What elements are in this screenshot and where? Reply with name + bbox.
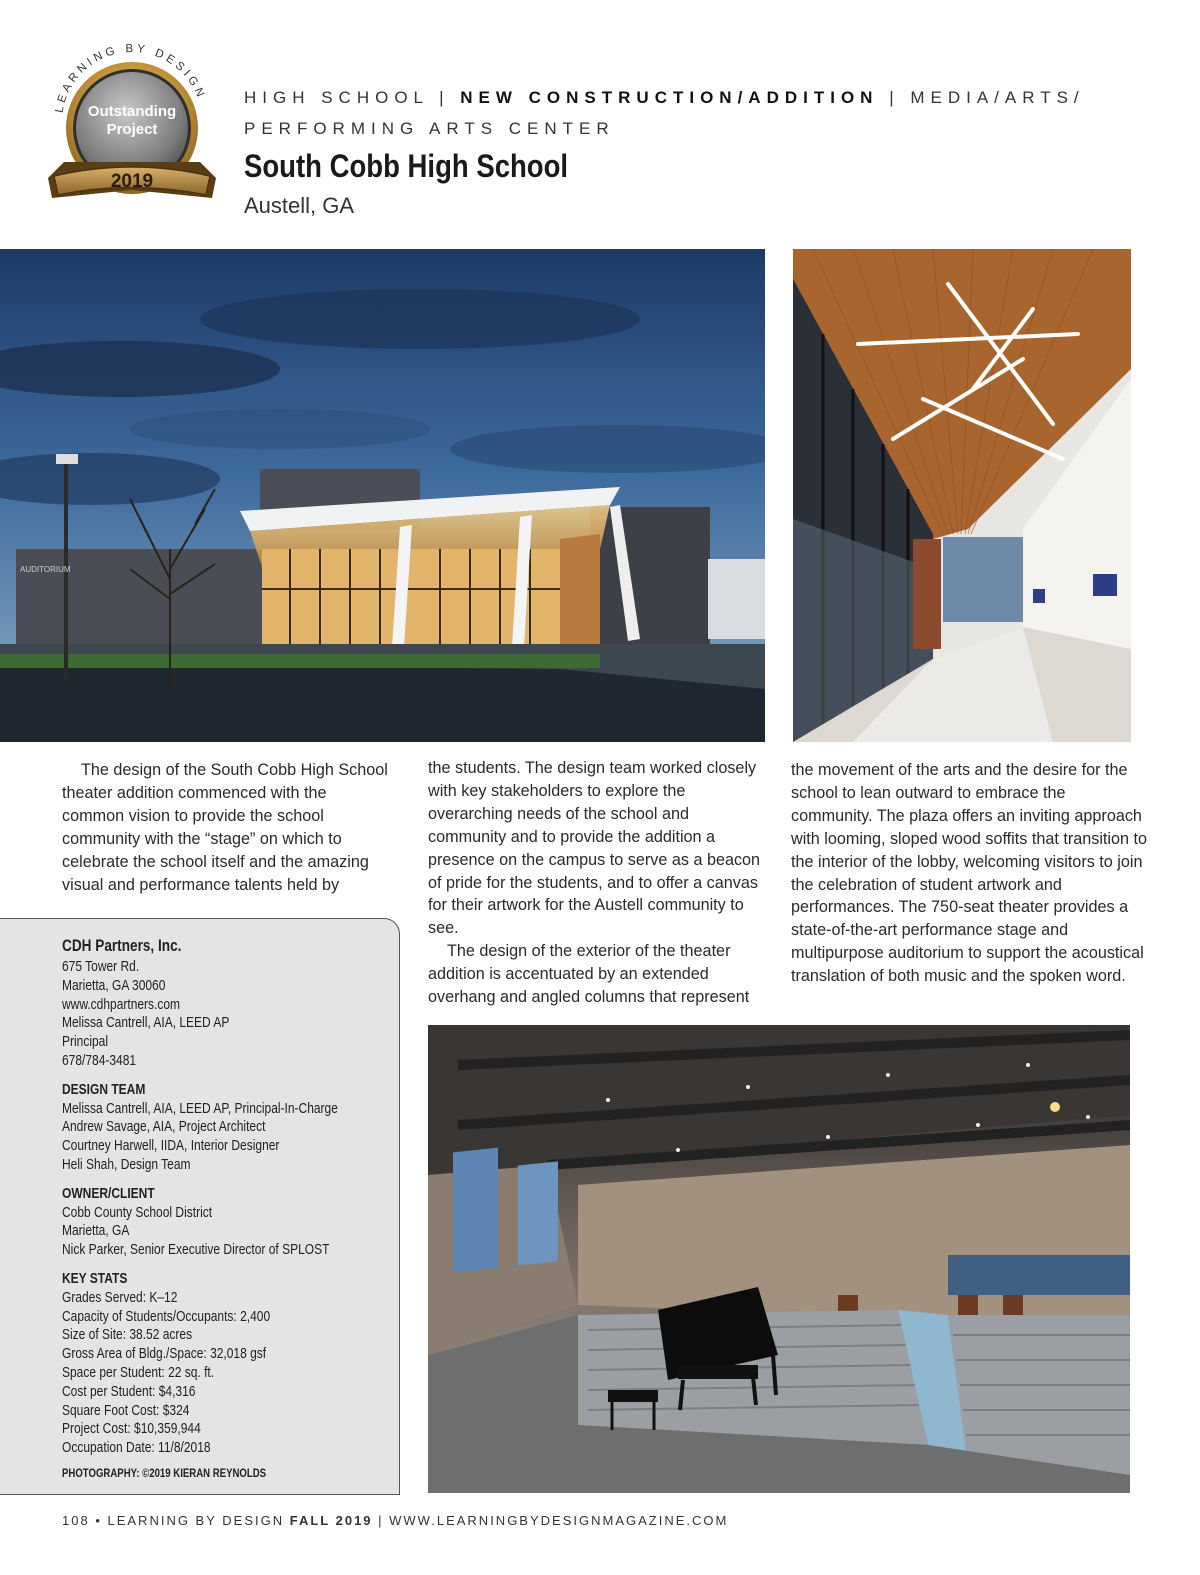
body-paragraph-1: The design of the South Cobb High School theater addition commenced with the common vision to provide the school community with the “stage” on which to celebrate the school itself and the amazing visual and performance talents held by — [62, 761, 388, 894]
body-paragraph-4: the movement of the arts and the desire for the school to lean outward to embrace the community. The plaza offers an inviting approach with looming, sloped wood soffits that transition to the interior of the lobby, welcoming visitors to join the celebration of student artwork and performances. The 750-seat theater provides a state-of-the-art performance stage and multipurpose auditorium to support the acoustical translation of both music and the spoken word. — [791, 761, 1148, 986]
magazine-name: LEARNING BY DESIGN — [107, 1513, 290, 1528]
owner-list — [62, 1204, 398, 1260]
firm-detail-line: www.cdhpartners.com — [62, 995, 181, 1013]
firm-details — [62, 958, 398, 1071]
auditorium-sign: AUDITORIUM — [20, 565, 71, 574]
body-paragraph-3: The design of the exterior of the theater addition is accentuated by an extended overhang and angled columns that represent — [428, 942, 750, 1007]
key-stat-line: Space per Student: 22 sq. ft. — [62, 1363, 215, 1381]
design-team-member: Heli Shah, Design Team — [62, 1155, 191, 1173]
design-team-member: Courtney Harwell, IIDA, Interior Designer — [62, 1137, 280, 1155]
key-stat-line: Size of Site: 38.52 acres — [62, 1326, 193, 1344]
badge-line1: Outstanding — [87, 103, 177, 120]
footer-separator: | — [372, 1513, 390, 1528]
page-footer — [62, 1513, 728, 1528]
location: Austell, GA — [244, 193, 355, 218]
key-stat-line: Capacity of Students/Occupants: 2,400 — [62, 1307, 271, 1325]
owner-line: Marietta, GA — [62, 1222, 130, 1240]
category-line-2: PERFORMING ARTS CENTER — [244, 119, 615, 138]
page-number: 108 — [62, 1513, 90, 1528]
firm-name: CDH Partners, Inc. — [62, 936, 182, 955]
body-paragraph-2: the students. The design team worked closely with key stakeholders to explore the overarching needs of the school and community and to provide the addition a presence on the campus to serve as a beacon of pride for the students, and to offer a canvas for their artwork for the Austell community to see. — [428, 759, 761, 938]
badge-line2: Project — [106, 121, 158, 138]
key-stat-line: Gross Area of Bldg./Space: 32,018 gsf — [62, 1345, 267, 1363]
project-info — [62, 936, 392, 1480]
key-stat-line: Occupation Date: 11/8/2018 — [62, 1439, 211, 1457]
owner-line: Cobb County School District — [62, 1203, 213, 1221]
design-team-list — [62, 1100, 398, 1175]
photo-credit: PHOTOGRAPHY: ©2019 KIERAN REYNOLDS — [62, 1465, 267, 1480]
issue-label: FALL 2019 — [289, 1513, 373, 1528]
firm-detail-line: 678/784-3481 — [62, 1051, 137, 1069]
key-stat-line: Grades Served: K–12 — [62, 1288, 178, 1306]
key-stats-heading: KEY STATS — [62, 1269, 128, 1287]
corridor-photo — [793, 249, 1131, 742]
body-column-1 — [62, 759, 392, 896]
badge-arc-text: LEARNING BY DESIGN — [53, 42, 208, 114]
key-stat-line: Cost per Student: $4,316 — [62, 1382, 196, 1400]
owner-heading: OWNER/CLIENT — [62, 1184, 155, 1202]
exterior-photo — [0, 249, 765, 742]
key-stats-list — [62, 1289, 398, 1458]
magazine-url: WWW.LEARNINGBYDESIGNMAGAZINE.COM — [389, 1513, 729, 1528]
design-team-member: Andrew Savage, AIA, Project Architect — [62, 1118, 266, 1136]
key-stat-line: Project Cost: $10,359,944 — [62, 1420, 201, 1438]
body-column-2 — [428, 757, 768, 1009]
category-line-1: HIGH SCHOOL | NEW CONSTRUCTION/ADDITION | MEDIA/ARTS/ — [244, 88, 1085, 107]
design-team-member: Melissa Cantrell, AIA, LEED AP, Principal-In-Charge — [62, 1099, 338, 1117]
firm-detail-line: Marietta, GA 30060 — [62, 976, 166, 994]
footer-bullet: • — [89, 1513, 108, 1528]
page-title: South Cobb High School — [244, 148, 569, 184]
design-team-heading: DESIGN TEAM — [62, 1080, 146, 1098]
firm-detail-line: Principal — [62, 1033, 109, 1051]
badge-year: 2019 — [110, 171, 154, 192]
theater-photo — [428, 1025, 1130, 1493]
firm-detail-line: Melissa Cantrell, AIA, LEED AP — [62, 1014, 230, 1032]
firm-detail-line: 675 Tower Rd. — [62, 958, 140, 975]
key-stat-line: Square Foot Cost: $324 — [62, 1401, 190, 1419]
body-column-3 — [791, 759, 1151, 988]
award-badge — [40, 30, 220, 215]
owner-line: Nick Parker, Senior Executive Director of SPLOST — [62, 1241, 330, 1259]
